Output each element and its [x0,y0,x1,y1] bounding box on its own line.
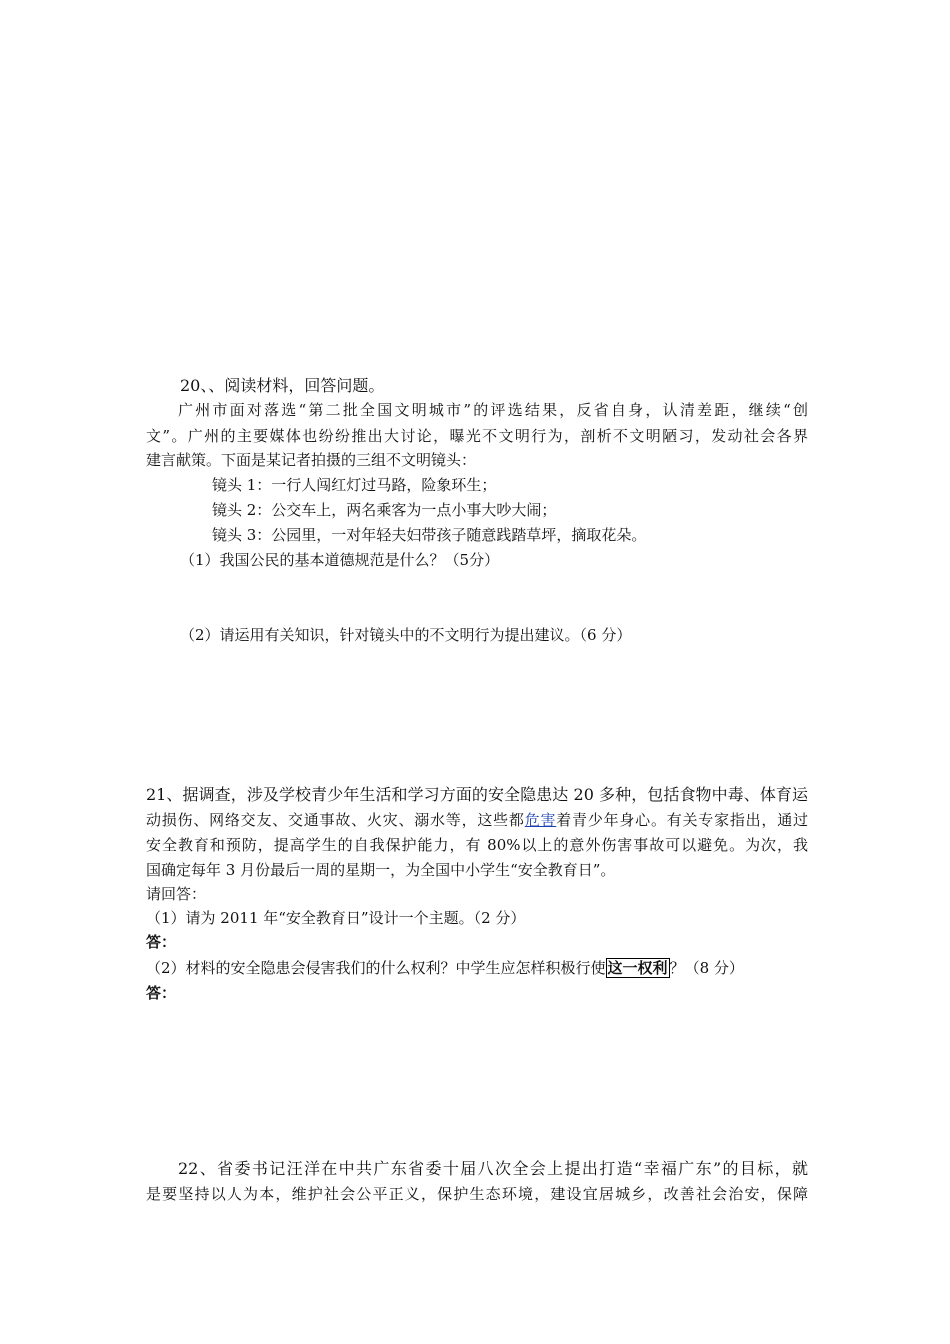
q21-line-4: 国确定每年 3 月份最后一周的星期一，为全国中小学生“安全教育日”。 [146,861,616,879]
q21-line-2-text-b: 着青少年身心。有关专家指出，通过 [556,811,808,829]
q20-shot-1: 镜头 1：一行人闯红灯过马路，险象环生； [212,476,497,494]
q21-line-1: 21、据调查，涉及学校青少年生活和学习方面的安全隐患达 20 多种，包括食物中毒、体育运 [146,785,808,804]
q21-line-3: 安全教育和预防，提高学生的自我保护能力，有 80%以上的意外伤害事故可以避免。为次，我 [146,836,808,854]
q20-subquestion-1: （1）我国公民的基本道德规范是什么？（5分） [180,551,500,569]
q21-line-2-text-a: 动损伤、网络交友、交通事故、火灾、溺水等，这些都 [146,811,525,829]
q21-subquestion-2 [146,956,808,980]
q21-subquestion-2-text-a: （2）材料的安全隐患会侵害我们的什么权利？中学生应怎样积极行使 [146,959,606,977]
q22-line-1: 22、省委书记汪洋在中共广东省委十届八次全会上提出打造“幸福广东”的目标，就 [178,1159,808,1178]
q20-subquestion-2: （2）请运用有关知识，针对镜头中的不文明行为提出建议。（6 分） [180,626,632,644]
q21-answer-label-2: 答： [146,984,177,1002]
q20-paragraph-line-1: 广州市面对落选“第二批全国文明城市”的评选结果，反省自身，认清差距，继续“创 [178,401,808,419]
q22-line-2: 是要坚持以人为本，维护社会公平正义，保护生态环境，建设宜居城乡，改善社会治安，保障 [146,1185,808,1203]
q21-subquestion-2-text-b: ？（8 分） [669,959,744,977]
q20-heading: 20、、阅读材料，回答问题。 [180,376,385,395]
q20-shot-3: 镜头 3：公园里，一对年轻夫妇带孩子随意践踏草坪，摘取花朵。 [212,526,647,544]
q21-subquestion-1: （1）请为 2011 年“安全教育日”设计一个主题。（2 分） [146,909,526,927]
q21-line-2 [146,808,808,832]
q20-shot-2: 镜头 2：公交车上，两名乘客为一点小事大吵大闹； [212,501,557,519]
q21-prompt: 请回答： [146,885,207,903]
q20-paragraph-line-3: 建言献策。下面是某记者拍摄的三组不文明镜头： [146,451,477,469]
q21-answer-label-1: 答： [146,933,177,951]
q20-paragraph-line-2: 文”。广州的主要媒体也纷纷推出大讨论，曝光不文明行为，剖析不文明陋习，发动社会各界 [146,427,808,445]
boxed-phrase: 这一权利 [607,959,668,977]
hazard-link[interactable]: 危害 [524,811,557,829]
